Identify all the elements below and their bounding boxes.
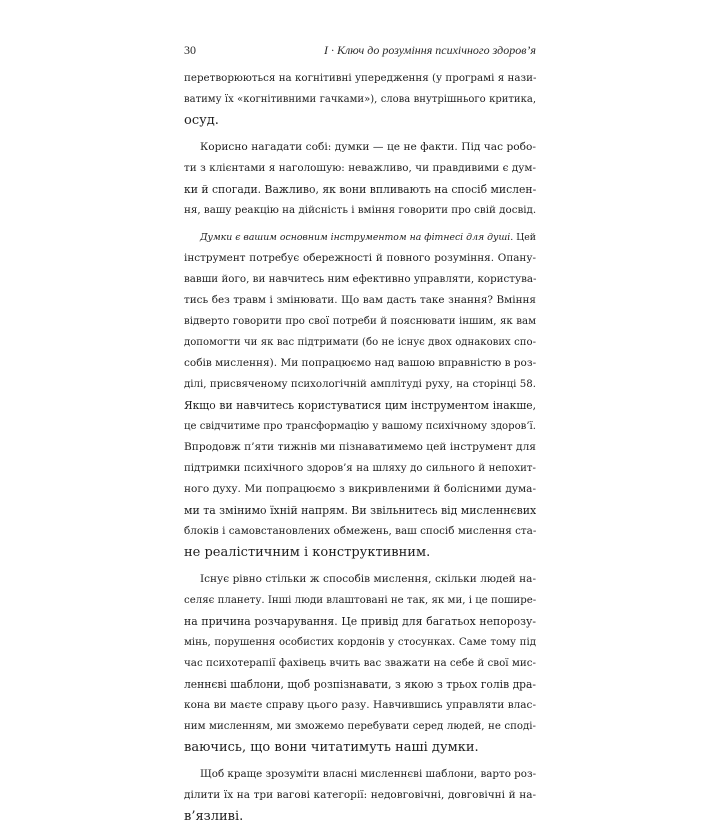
text-line: кона ви маєте справу цього разу. Навчившись управляти влас- <box>184 699 536 711</box>
text-line: леннєві шаблони, щоб розпізнавати, з якою з трьох голів дра- <box>184 678 536 691</box>
text-line: ного духу. Ми попрацюємо з викривленими й болісними дума- <box>184 483 536 495</box>
text-line: осуд. <box>184 113 219 128</box>
page-number: 30 <box>184 43 196 57</box>
text-line: ки й спогади. Важливо, як вони впливають на спосіб мислен- <box>184 183 537 196</box>
text-line: це свідчитиме про трансформацію у вашому психічному здоров’ї. <box>184 421 536 432</box>
paragraph-5 <box>184 764 536 827</box>
text-line: ти з клієнтами я наголошую: неважливо, чи правдивими є дум- <box>184 162 536 174</box>
text-line: Впродовж п’яти тижнів ми пізнаватимемо цей інструмент для <box>184 441 536 453</box>
text-line: час психотерапії фахівець вчить вас зважати на себе й свої мис- <box>184 657 536 669</box>
text-line: Щоб краще зрозуміти власні мисленнєві шаблони, варто роз- <box>200 768 537 780</box>
text-line: ваючись, що вони читатимуть наші думки. <box>184 740 479 755</box>
text-line: блоків і самовстановлених обмежень, ваш спосіб мислення ста- <box>184 525 537 537</box>
paragraph-3 <box>184 227 536 563</box>
text-line: селяє планету. Інші люди влаштовані не так, як ми, і це пошире- <box>184 595 537 606</box>
text-line: ватиму їх «когнітивними гачками»), слова внутрішнього критика, <box>184 94 536 105</box>
body-text <box>184 68 536 827</box>
text-line <box>184 227 536 248</box>
text-line: не реалістичним і конструктивним. <box>184 545 431 560</box>
text-line: відверто говорити про свої потреби й пояснювати іншим, як вам <box>184 316 536 327</box>
text-line: ним мисленням, ми зможемо перебувати серед людей, не споді- <box>184 721 536 732</box>
text-line: ділити їх на три вагові категорії: недовговічні, довговічні й на- <box>184 789 536 801</box>
text-line: ня, вашу реакцію на дійсність і вміння говорити про свій досвід. <box>184 204 537 216</box>
text-line: ми та змінимо їхній напрям. Ви звільнитесь від мисленнєвих <box>184 504 537 517</box>
text-line: тись без травм і змінювати. Що вам дасть таке знання? Вміння <box>184 294 536 306</box>
paragraph-2 <box>184 137 536 221</box>
paragraph-1 <box>184 68 536 131</box>
paragraph-4 <box>184 569 536 758</box>
text-line: інструмент потребує обережності й повного розуміння. Опану- <box>184 252 536 264</box>
running-title: І · Ключ до розуміння психічного здоров’я <box>324 43 536 57</box>
text-line: Якщо ви навчитесь користуватися цим інструментом інакше, <box>184 399 536 412</box>
text-line: ділі, присвяченому психологічній амплітуді руху, на сторінці 58. <box>184 379 536 390</box>
text-line: Існує рівно стільки ж способів мислення, скільки людей на- <box>200 573 536 585</box>
text-line: перетворюються на когнітивні упередження (у програмі я нази- <box>184 72 537 84</box>
text-line: собів мислення). Ми попрацюємо над вашою вправністю в роз- <box>184 357 537 369</box>
text-line: Корисно нагадати собі: думки — це не факти. Під час робо- <box>200 141 536 153</box>
text-line: мінь, порушення особистих кордонів у стосунках. Саме тому під <box>184 637 536 648</box>
text-line: в’язливі. <box>184 809 244 824</box>
text-line: на причина розчарування. Це привід для багатьох непорозу- <box>184 615 536 628</box>
italic-emphasis: Думки є вашим основним інструментом на фітнесі для душі. <box>200 232 514 243</box>
page-header <box>184 42 536 58</box>
lead-rest: Цей <box>513 232 537 243</box>
text-line: вавши його, ви навчитесь ним ефективно управляти, користува- <box>184 273 537 285</box>
text-line: допомогти чи як вас підтримати (бо не існує двох однакових спо- <box>184 337 536 348</box>
text-line: підтримки психічного здоров’я на шляху до сильного й непохит- <box>184 463 536 474</box>
